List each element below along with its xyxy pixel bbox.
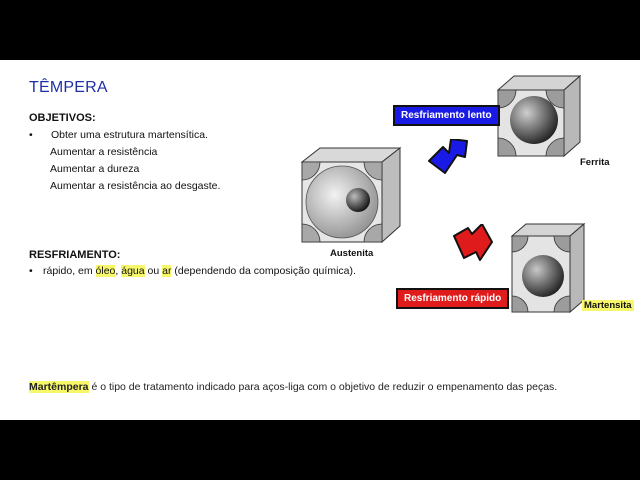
air-highlight: ar xyxy=(162,265,172,277)
martempering-text: é o tipo de tratamento indicado para aços-liga com o objetivo de reduzir o empenamento das peças. xyxy=(88,381,558,393)
list-item-text: Aumentar a resistência ao desgaste. xyxy=(50,180,221,192)
ferrite-label: Ferrita xyxy=(580,157,610,168)
slide-title: TÊMPERA xyxy=(29,79,108,96)
cooling-sep: ou xyxy=(144,265,163,277)
blue-arrow-icon xyxy=(427,139,469,179)
bullet: • xyxy=(29,129,33,141)
austenite-label: Austenita xyxy=(330,248,374,259)
cooling-sep: , xyxy=(115,265,122,277)
red-arrow-icon xyxy=(452,224,494,264)
cooling-text-end: (dependendo da composição química). xyxy=(171,265,356,277)
water-highlight: água xyxy=(121,265,145,277)
list-item xyxy=(29,144,220,161)
list-item xyxy=(29,127,220,144)
ferrite-cube-image xyxy=(496,74,582,160)
list-item xyxy=(29,263,356,280)
austenite-cube-image xyxy=(298,144,404,246)
list-item-text: Aumentar a dureza xyxy=(50,163,140,175)
oil-highlight: óleo xyxy=(95,265,116,277)
cooling-text-start: rápido, em xyxy=(43,265,96,277)
list-item xyxy=(29,161,220,178)
list-item-text: Aumentar a resistência xyxy=(50,146,158,158)
list-item-text: Obter uma estrutura martensítica. xyxy=(51,129,208,141)
martempering-term: Martêmpera xyxy=(29,381,89,393)
slow-cooling-badge: Resfriamento lento xyxy=(393,105,500,126)
martempering-paragraph xyxy=(29,379,589,395)
cooling-list xyxy=(29,263,356,280)
slide xyxy=(0,60,640,420)
bullet: • xyxy=(29,265,33,277)
fast-cooling-badge: Resfriamento rápido xyxy=(396,288,509,309)
objectives-list xyxy=(29,127,220,195)
objectives-heading: OBJETIVOS: xyxy=(29,112,96,124)
cooling-heading: RESFRIAMENTO: xyxy=(29,249,121,261)
martensite-cube-image xyxy=(510,222,586,314)
list-item xyxy=(29,178,220,195)
martensite-label: Martensita xyxy=(584,300,632,311)
